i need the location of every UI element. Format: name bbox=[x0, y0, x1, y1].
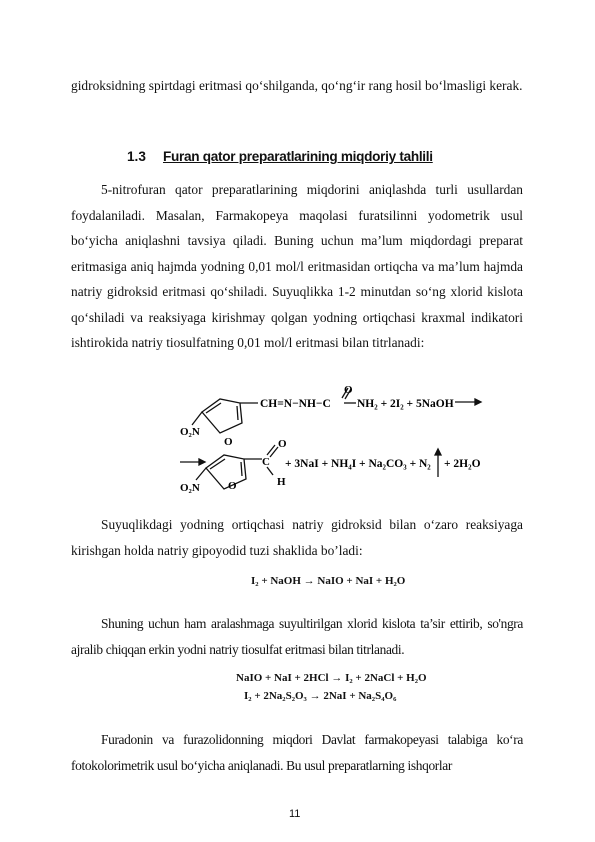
aldehyde-oxygen: O bbox=[278, 438, 287, 450]
section-heading bbox=[127, 149, 433, 164]
ring-oxygen-bottom: O bbox=[228, 480, 237, 492]
arrow-bottom-start bbox=[180, 459, 205, 465]
equation-hcl: NaIO + NaI + 2HCl → I₂ + 2NaCl + H₂O bbox=[236, 672, 427, 684]
products-bottom: + 3NaI + NH₄I + Na₂CO₃ + N₂ bbox=[285, 458, 431, 470]
aldehyde-carbon: C bbox=[262, 456, 270, 468]
carbonyl-oxygen-top: O bbox=[344, 385, 353, 396]
paragraph-excess-iodine: Suyuqlikdagi yodning ortiqchasi natriy gidroksid bilan o‘zaro reaksiyaga kirishgan holda natriy gipoyodid tuzi shaklida bo’ladi: bbox=[71, 517, 523, 558]
hydrazone-chain: CH=N−NH−C bbox=[260, 398, 331, 410]
page-number: 11 bbox=[289, 808, 301, 820]
reactants-products-top: NH₂ + 2I₂ + 5NaOH bbox=[357, 398, 454, 410]
o2n-label-bottom: O₂N bbox=[180, 482, 200, 494]
o2n-label-top: O₂N bbox=[180, 426, 200, 438]
furan-ring-top bbox=[192, 399, 258, 433]
ring-oxygen-top: O bbox=[224, 436, 233, 448]
section-number: 1.3 bbox=[127, 149, 146, 164]
paragraph-furadonin: Furadonin va furazolidonning miqdori Davlat farmakopeyasi talabiga ko‘ra fotokolorimetrik usul bo‘yicha aniqlanadi. Bu usul preparatlarning ishqorlar bbox=[71, 732, 523, 773]
equation-hypoiodite: I₂ + NaOH → NaIO + NaI + H₂O bbox=[251, 575, 406, 587]
reaction-scheme bbox=[170, 385, 500, 495]
arrow-top bbox=[455, 399, 481, 405]
paragraph-method-description: 5-nitrofuran qator preparatlarining miqdorini aniqlashda turli usullardan foydalaniladi. Masalan, Farmakopeya maqolasi furatsilinni yodometrik usul bo‘yicha aniqlashni tavsiya qiladi. Buning uchun ma’lum miqdordagi preparat eritmasiga aniq hajmda yodning 0,01 mol/l eritmasidan ortiqcha va ma’lum hajmda natriy gidroksid eritmasi qo‘shiladi. Suyuqlikka 1-2 minutdan so‘ng xlorid kislota qo‘shiladi va reaksiyaga kirishmay qolgan yodning ortiqchasi kraxmal indikatori ishtirokida natriy tiosulfatning 0,01 mol/l eritmasi bilan titrlanadi: bbox=[71, 182, 523, 350]
aldehyde-hydrogen: H bbox=[277, 476, 286, 488]
gas-arrow bbox=[435, 449, 441, 477]
equation-thiosulfate: I₂ + 2Na₂S₂O₃ → 2NaI + Na₂S₄O₆ bbox=[244, 690, 397, 702]
section-title: Furan qator preparatlarining miqdoriy tahlili bbox=[163, 149, 433, 164]
paragraph-acidification: Shuning uchun ham aralashmaga suyultirilgan xlorid kislota ta’sir ettirib, so'ngra ajralib chiqqan erkin yodni natriy tiosulfat eritmasi bilan titrlanadi. bbox=[71, 616, 523, 657]
water-product: + 2H₂O bbox=[444, 458, 481, 470]
paragraph-continuation: gidroksidning spirtdagi eritmasi qo‘shilganda, qo‘ng‘ir rang hosil bo‘lmasligi kerak. bbox=[71, 78, 523, 93]
